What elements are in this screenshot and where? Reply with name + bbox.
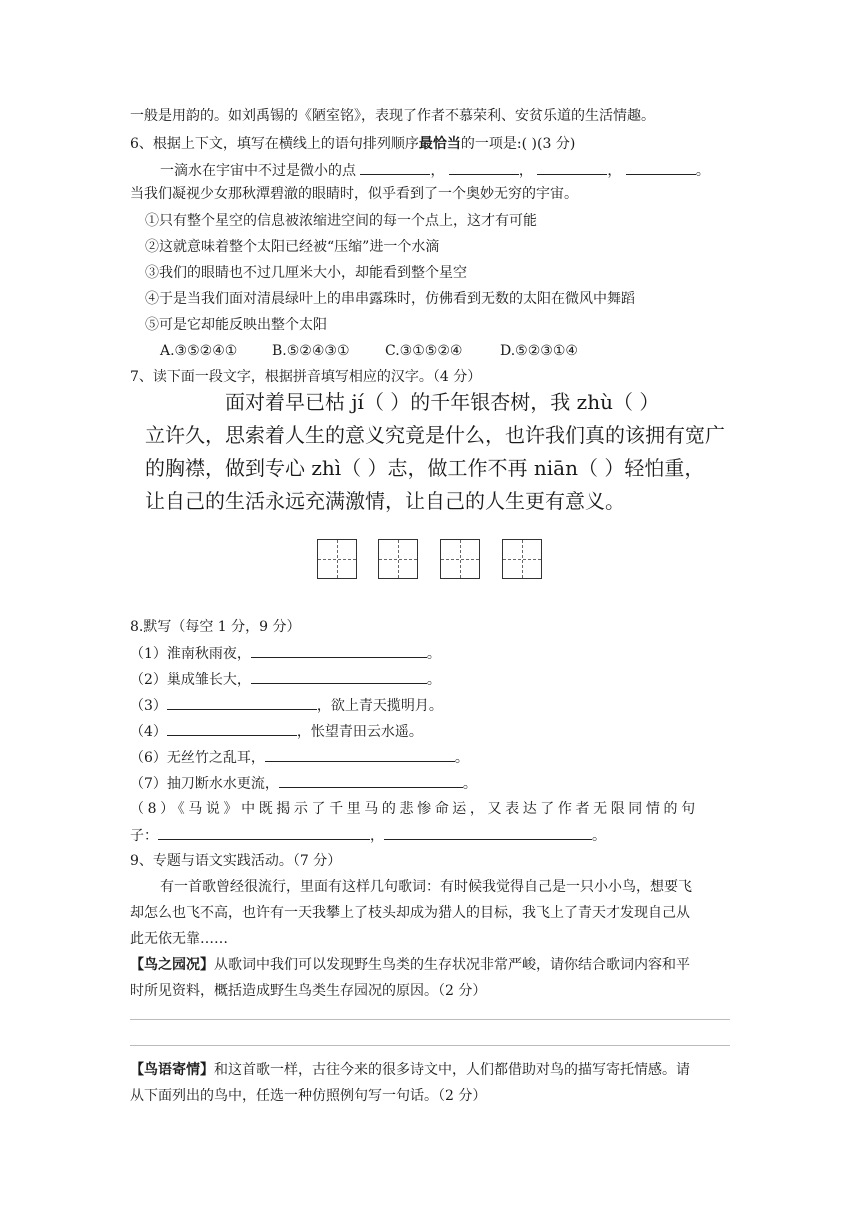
q6-item-5: ⑤可是它却能反映出整个太阳 [145,317,327,333]
q9-part1-text-1: 从歌词中我们可以发现野生鸟类的生存状况非常严峻，请你结合歌词内容和平 [214,957,690,973]
q8-line-4-pre: （4） [130,724,167,740]
q6-period: 。 [695,163,710,179]
q7-line-2: 立许久，思索着人生的意义究竟是什么，也许我们真的该拥有宽广 [145,423,725,447]
q6-blank-1[interactable] [360,160,430,175]
q6-item-1: ①只有整个星空的信息被浓缩进空间的每一个点上，这才有可能 [145,213,537,229]
q8-blank-1[interactable] [251,643,427,658]
q9-part2-line-2: 从下面列出的鸟中，任选一种仿照例句写一句话。（2 分） [130,1088,487,1104]
q8-line-4 [130,721,423,742]
answer-box-3[interactable] [440,539,480,579]
q6-item-3: ③我们的眼睛也不过几厘米大小，却能看到整个星空 [145,265,467,281]
answer-box-2[interactable] [378,539,418,579]
q6-item-2: ②这就意味着整个太阳已经被“压缩”进一个水滴 [145,239,440,255]
q6-option-b[interactable]: B.⑤②④③① [272,343,350,359]
q6-comma-3: ， [607,163,622,179]
q6-blank-2[interactable] [449,160,519,175]
q8-line-8a: （8）《马说》中既揭示了千里马的悲惨命运，又表达了作者无限同情的句 [130,801,699,817]
q8-line-2 [130,669,441,690]
q6-passage-start [160,160,710,181]
q6-passage-end: 当我们凝视少女那秋潭碧澈的眼睛时，似乎看到了一个奥妙无穷的宇宙。 [130,186,578,202]
q8-line-1 [130,643,441,664]
q8-period-8: 。 [592,828,606,844]
q6-comma-2: ， [518,163,533,179]
q6-title-bold: 最恰当 [418,136,461,152]
q9-title: 9、专题与语文实践活动。（7 分） [130,853,342,869]
q9-lyric-3: 此无依无靠…… [130,931,228,947]
q8-blank-6[interactable] [265,747,455,762]
q9-lyric-1: 有一首歌曾经很流行，里面有这样几句歌词：有时候我觉得自己是一只小小鸟，想要飞 [160,879,692,895]
q8-line-4-post: ，怅望青田云水遥。 [296,724,423,740]
q9-part2-tag: 【鸟语寄情】 [130,1062,214,1078]
q6-blank-4[interactable] [626,160,696,175]
q6-title [130,134,575,154]
q8-title: 8.默写（每空 1 分，9 分） [130,619,301,635]
q7-title: 7、读下面一段文字，根据拼音填写相应的汉字。（4 分） [130,369,482,385]
q8-line-8b-text: 子： [130,828,158,844]
q8-blank-3[interactable] [167,695,317,710]
q7-line-3: 的胸襟，做到专心 zhì（ ）志，做工作不再 niān（ ）轻怕重， [145,456,705,480]
answer-line-2[interactable] [130,1045,730,1046]
q6-comma-1: ， [430,163,445,179]
q8-blank-8b[interactable] [384,825,592,840]
q9-part2-text-1: 和这首歌一样，古往今来的很多诗文中，人们都借助对鸟的描写寄托情感。请 [214,1062,690,1078]
q7-line-4: 让自己的生活永远充满激情，让自己的人生更有意义。 [145,489,625,513]
q6-blank-3[interactable] [537,160,607,175]
q6-title-prefix: 6、根据上下文，填写在横线上的语句排列顺序 [130,136,419,152]
q8-comma-8: ， [370,828,384,844]
q8-line-3-pre: （3） [130,698,167,714]
q8-period-1: 。 [426,646,441,662]
intro-line: 一般是用韵的。如刘禹锡的《陋室铭》，表现了作者不慕荣利、安贫乐道的生活情趣。 [130,108,655,124]
q8-blank-2[interactable] [251,669,427,684]
q9-part1-line-2: 时所见资料，概括造成野生鸟类生存园况的原因。（2 分） [130,983,487,999]
q6-title-suffix: 的一项是:( )(3 分) [460,136,576,152]
q8-line-1-text: （1）淮南秋雨夜， [130,646,251,662]
q8-line-6-text: （6）无丝竹之乱耳， [130,750,265,766]
q6-item-4: ④于是当我们面对清晨绿叶上的串串露珠时，仿佛看到无数的太阳在微风中舞蹈 [145,291,635,307]
q8-line-7 [130,773,477,794]
q7-line-1: 面对着早已枯 jí（ ）的千年银杏树，我 zhù（ ） [225,390,660,414]
q8-line-2-text: （2）巢成雏长大， [130,672,251,688]
q9-lyric-2: 却怎么也飞不高，也许有一天我攀上了枝头却成为猎人的目标，我飞上了青天才发现自己从 [130,905,690,921]
answer-box-4[interactable] [502,539,542,579]
q8-period-2: 。 [426,672,441,688]
answer-box-1[interactable] [317,539,357,579]
q8-period-6: 。 [454,750,469,766]
q6-option-a[interactable]: A.③⑤②④① [160,343,238,359]
q9-part1-line-1 [130,955,690,975]
q6-option-c[interactable]: C.③①⑤②④ [385,343,463,359]
q8-line-7-text: （7）抽刀断水水更流， [130,776,279,792]
q9-part1-tag: 【鸟之园况】 [130,957,214,973]
q8-line-3-post: ，欲上青天揽明月。 [316,698,443,714]
q8-blank-7[interactable] [279,773,463,788]
answer-line-1[interactable] [130,1019,730,1020]
q6-passage-text: 一滴水在宇宙中不过是微小的点 [160,163,356,179]
q8-blank-8a[interactable] [158,825,370,840]
q8-period-7: 。 [462,776,477,792]
q8-line-3 [130,695,443,716]
q9-part2-line-1 [130,1060,690,1080]
q6-option-d[interactable]: D.⑤②③①④ [500,343,578,359]
q8-blank-4[interactable] [167,721,297,736]
q8-line-8b [130,825,606,846]
q8-line-6 [130,747,469,768]
